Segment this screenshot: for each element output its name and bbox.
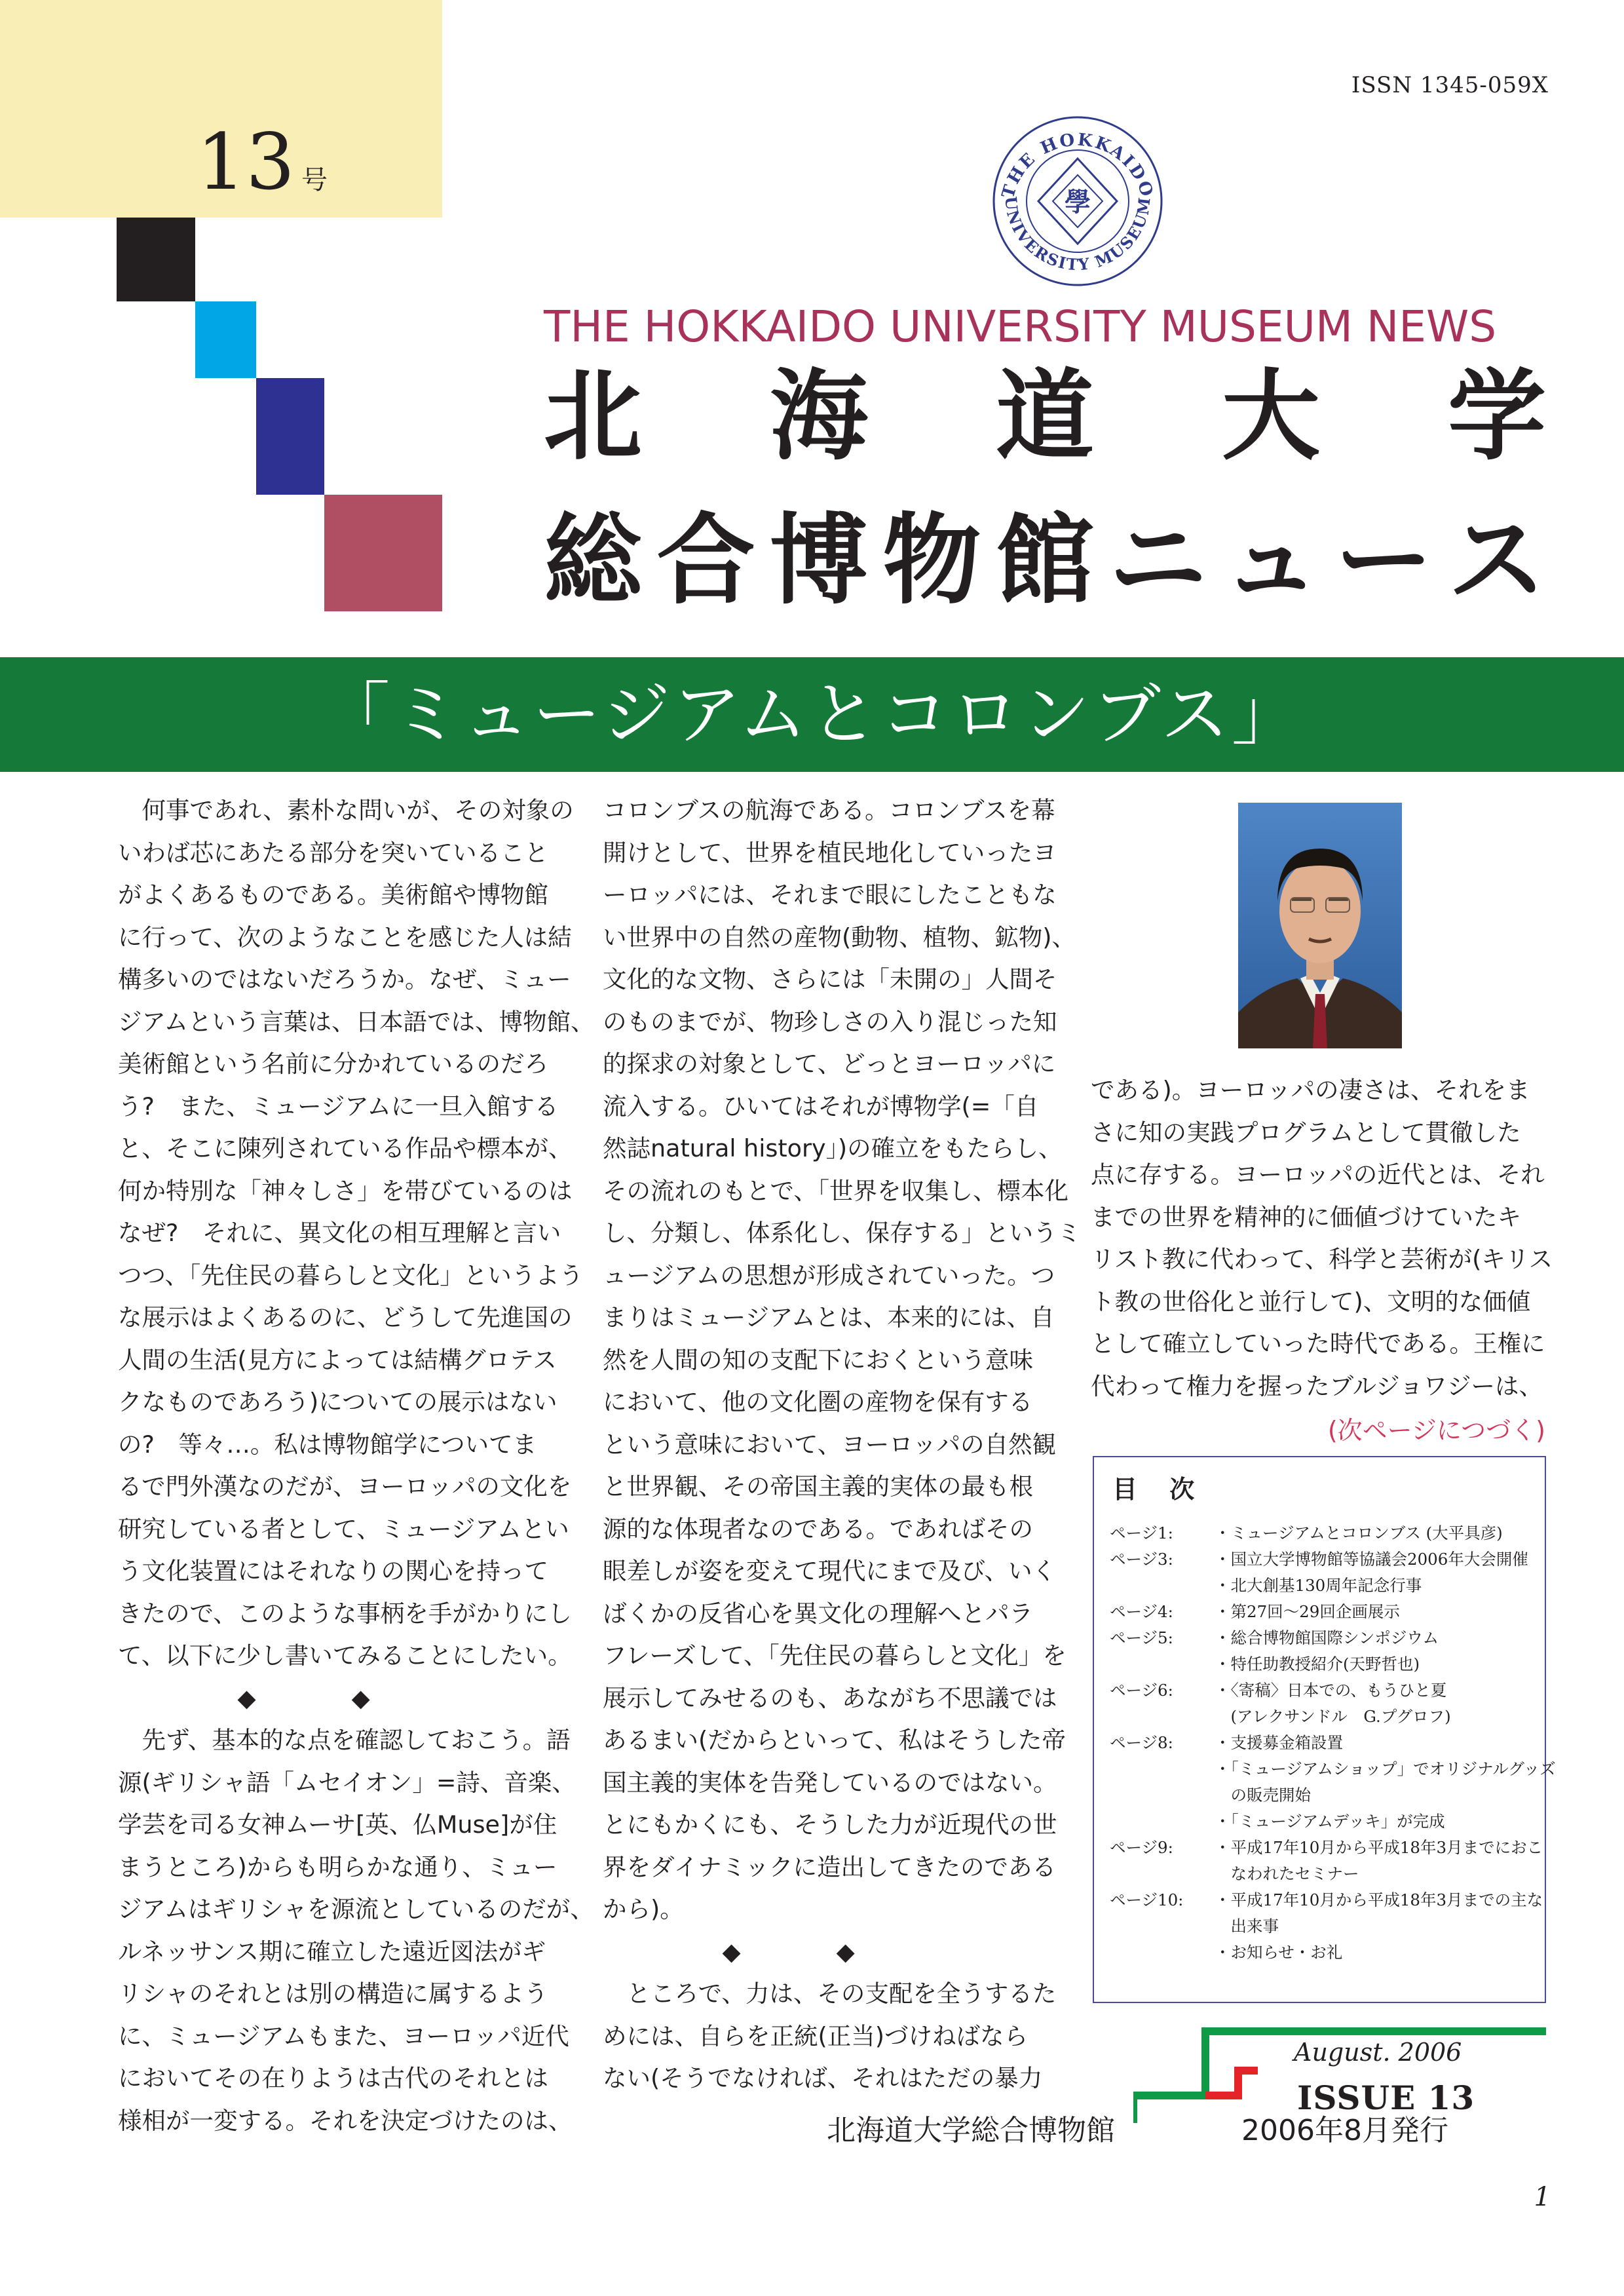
- toc-entry[interactable]: ・北大創基130周年記念行事: [1215, 1576, 1422, 1595]
- logo-top-text: THE HOKKAIDO: [998, 130, 1158, 201]
- title-char: 道: [995, 358, 1094, 474]
- continued-note: (次ページにつづく): [1327, 1416, 1545, 1445]
- publish-date: 2006年8月発行: [1241, 2114, 1448, 2147]
- toc-entry[interactable]: ページ4: ・第27回〜29回企画展示: [1110, 1602, 1400, 1621]
- title-char: 館: [995, 503, 1094, 618]
- toc-entry[interactable]: の販売開始: [1215, 1786, 1311, 1805]
- title-char: 北: [544, 358, 643, 474]
- title-char: 物: [882, 503, 981, 618]
- title-char: ス: [1447, 503, 1546, 618]
- title-char: 海: [769, 358, 868, 474]
- issue-label-en: ISSUE 13: [1297, 2078, 1475, 2117]
- title-char: 博: [769, 503, 868, 618]
- issue-date-en: August. 2006: [1294, 2038, 1462, 2067]
- article-column-2: コロンブスの航海である。コロンブスを幕 開けとして、世界を植民地化していったヨ ーロッパには、それまで眼にしたこともな い世界中の自然の産物(動物、植物、鉱物)、 文化的な文物、さらには「未開の」人間そ のものまでが、物珍しさの入り混じった知 的探求の対象として、どっとヨーロッパに 流入する。ひいてはそれが博物学(=「自 然誌natural history」)の確立をもたらし、 その流れのもとで、「世界を収集し、標本化 し、分類し、体系化し、保存する」というミ ュージアムの思想が形成されていった。つ まりはミュージアムとは、本来的には、自 然を人間の知の支配下におくという意味 において、他の文化圏の産物を保有する という意味において、ヨーロッパの自然観 と世界観、その帝国主義的実体の最も根 源的な体現者なのである。であればその 眼差しが姿を変えて現代にまで及び、いく ばくかの反省心を異文化の理解へとパラ フレーズして、「先住民の暮らしと文化」を 展示してみせるのも、あながち不思議では あるまい(だからといって、私はそうした帝 国主義的実体を告発しているのではない。 とにもかくにも、そうした力が近現代の世 界をダイナミックに造出してきたのである から)。 ◆ ◆ ところで、力は、その支配を全うするた めには、自らを正統(正当)づけねばなら ない(そうでなければ、それはただの暴力: [603, 796, 1081, 2092]
- issue-number: 13: [197, 117, 295, 207]
- article-title: 「ミュージアムとコロンブス」: [322, 674, 1302, 754]
- title-line-2: [544, 503, 1546, 618]
- logo-bottom-text: UNIVERSITY MUSEUM: [1001, 195, 1154, 275]
- title-char: ニ: [1108, 503, 1207, 618]
- toc-entry[interactable]: ページ5: ・総合博物館国際シンポジウム: [1110, 1628, 1439, 1647]
- title-char: 学: [1447, 358, 1546, 474]
- toc-entry[interactable]: ページ3: ・国立大学博物館等協議会2006年大会開催: [1110, 1550, 1528, 1569]
- author-photo: [1238, 803, 1402, 1048]
- logo-center-glyph: 學: [1065, 187, 1091, 218]
- toc-entry[interactable]: ページ9: ・平成17年10月から平成18年3月までにおこ: [1110, 1838, 1543, 1857]
- toc-title: 目 次: [1112, 1475, 1207, 1504]
- news-title-en: THE HOKKAIDO UNIVERSITY MUSEUM NEWS: [544, 301, 1497, 352]
- toc-entry[interactable]: ・お知らせ・お礼: [1215, 1943, 1343, 1962]
- article-column-1: 何事であれ、素朴な問いが、その対象の いわば芯にあたる部分を突いていること がよくあるものである。美術館や博物館 に行って、次のようなことを感じた人は結 構多いのではないだろうか。なぜ、ミュー ジアムという言葉は、日本語では、博物館、 美術館という名前に分かれているのだろ う? また、ミュージアムに一旦入館する と、そこに陳列されている作品や標本が、 何か特別な「神々しさ」を帯びているのは なぜ? それに、異文化の相互理解と言い つつ、「先住民の暮らしと文化」というよう な展示はよくあるのに、どうして先進国の 人間の生活(見方によっては結構グロテス クなものであろう)についての展示はない の? 等々…。私は博物館学についてま るで門外漢なのだが、ヨーロッパの文化を 研究している者として、ミュージアムとい う文化装置にはそれなりの関心を持って きたので、このような事柄を手がかりにし て、以下に少し書いてみることにしたい。 ◆ ◆ 先ず、基本的な点を確認しておこう。語 源(ギリシャ語「ムセイオン」=詩、音楽、 学芸を司る女神ムーサ[英、仏Muse]が住 まうところ)からも明らかな通り、ミュー ジアムはギリシャを源流としているのだが、 ルネッサンス期に確立した遠近図法がギ リシャのそれとは別の構造に属するよう に、ミュージアムもまた、ヨーロッパ近代 においてその在りようは古代のそれとは 様相が一変する。それを決定づけたのは、: [118, 796, 595, 2135]
- table-of-contents: [1093, 1456, 1556, 2003]
- decor-square-black: [117, 218, 195, 301]
- toc-entry[interactable]: ・「ミュージアムデッキ」が完成: [1215, 1812, 1445, 1831]
- issue-suffix: 号: [301, 165, 328, 195]
- title-char: 合: [656, 503, 755, 618]
- issn: ISSN 1345-059X: [1351, 72, 1549, 98]
- toc-entry[interactable]: ページ8: ・支援募金箱設置: [1110, 1733, 1343, 1752]
- toc-entry[interactable]: ページ1: ・ミュージアムとコロンブス (大平具彦): [1110, 1523, 1503, 1542]
- title-char: ー: [1334, 503, 1433, 618]
- title-char: 大: [1221, 358, 1320, 474]
- page-number: 1: [1534, 2182, 1551, 2212]
- title-line-1: [544, 358, 1546, 474]
- toc-entry[interactable]: (アレクサンドル G.プグロフ): [1215, 1707, 1451, 1726]
- decor-square-rose: [324, 495, 442, 611]
- toc-entry[interactable]: ページ10: ・平成17年10月から平成18年3月までの主な: [1110, 1890, 1543, 1909]
- title-char: 総: [544, 503, 643, 618]
- toc-entry[interactable]: ・「ミュージアムショップ」でオリジナルグッズ: [1215, 1759, 1556, 1778]
- publisher: 北海道大学総合博物館: [827, 2114, 1115, 2147]
- toc-entry[interactable]: ・特任助教授紹介(天野哲也): [1215, 1655, 1420, 1674]
- toc-entry[interactable]: なわれたセミナー: [1215, 1864, 1359, 1883]
- museum-logo-icon: [986, 113, 1169, 290]
- decor-square-cyan: [195, 301, 256, 378]
- toc-entry[interactable]: 出来事: [1215, 1917, 1279, 1936]
- decor-square-navy: [256, 378, 324, 495]
- title-char: ュ: [1221, 503, 1320, 618]
- toc-entry[interactable]: ページ6: ・〈寄稿〉日本での、もうひと夏: [1110, 1681, 1447, 1700]
- article-column-3: である)。ヨーロッパの凄さは、それをま さに知の実践プログラムとして貫徹した 点に存する。ヨーロッパの近代とは、それ までの世界を精神的に価値づけていたキ リスト教に代わって、科学と芸術が(キリス ト教の世俗化と並行して)、文明的な価値 として確立していった時代である。王権に 代わって権力を握ったブルジョワジーは、: [1091, 1076, 1553, 1400]
